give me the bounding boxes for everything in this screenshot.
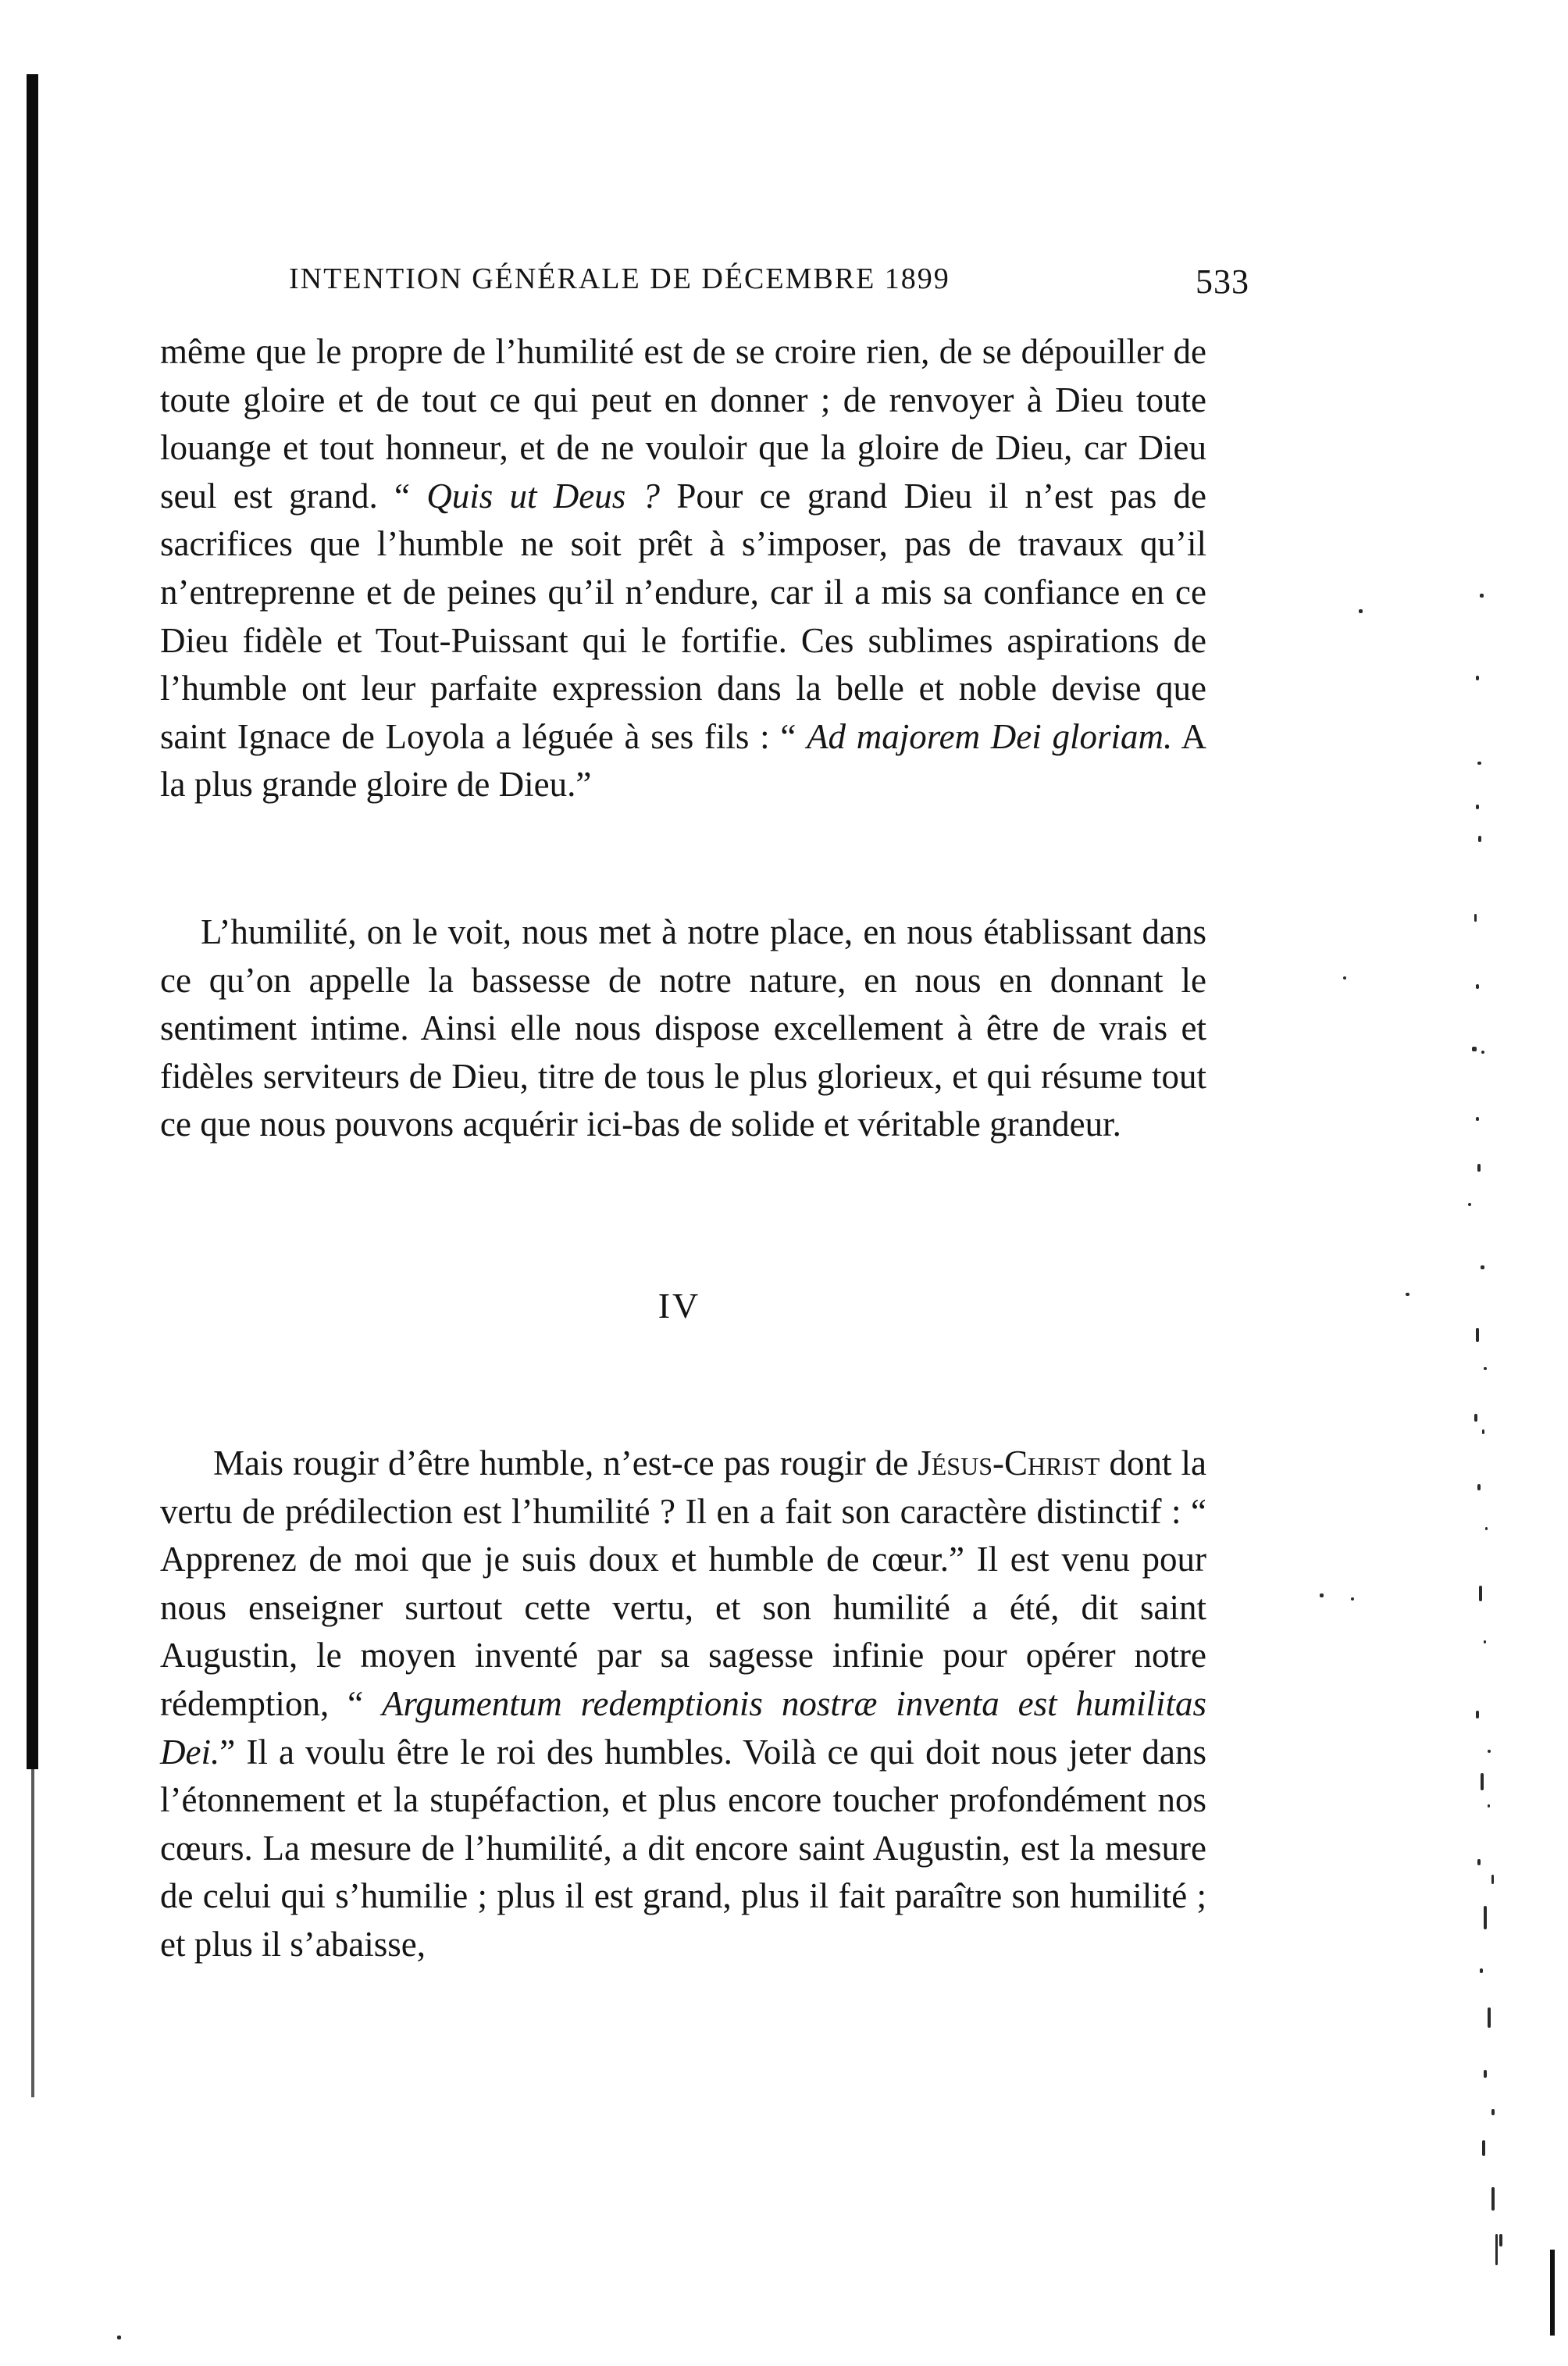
scan-speck: [1491, 1875, 1494, 1884]
paragraph-3: [160, 1440, 1206, 1969]
text-segment: Pour ce grand Dieu il n’est pas de sacrifices que l’humble ne soit prêt à s’imposer, pas de travaux qu’il n’entreprenne et de peines qu’il n’endure, car il a mis sa confiance en ce Dieu fidèle et Tout-Puissant qui le fortifie. Ces sublimes aspirations de l’humble ont leur parfaite expression dans la belle et noble devise que saint Ignace de Loyola a léguée à ses fils : “: [160, 476, 1207, 756]
scan-speck: [1484, 1367, 1487, 1370]
text-segment: Argumentum redemptionis nostræ inventa est humilitas Dei.: [160, 1683, 1207, 1772]
scan-speck: [1343, 976, 1346, 980]
text-segment: L’humilité, on le voit, nous met à notre place, en nous établissant dans ce qu’on appelle la bassesse de notre nature, en nous en donnant le sentiment intime. Ainsi elle nous dispose excellement à être de vrais et fidèles serviteurs de Dieu, titre de tous le plus glorieux, et qui résume tout ce que nous pouvons acquérir ici-bas de solide et véritable grandeur.: [160, 912, 1206, 1144]
scan-speck: [1482, 1429, 1484, 1434]
scan-speck: [1480, 594, 1484, 598]
scan-speck: [1351, 1597, 1354, 1601]
scan-speck: [1481, 1051, 1484, 1054]
text-segment: dont la vertu de prédilection est l’humilité ? Il en a fait son caractère distinctif : “ Apprenez de moi que je suis doux et humble de cœur.” Il est venu pour nous enseigner surtout cette vertu, et son humilité a été, dit saint Augustin, le moyen inventé par sa sagesse infinie pour opérer notre rédemption, “: [160, 1444, 1206, 1723]
scan-speck: [1477, 762, 1481, 765]
scan-speck: [1476, 984, 1479, 989]
text-segment: même que le propre de l’humilité est de se croire rien, de se dépouiller de toute gloire et de tout ce qui peut en donner ; de renvoyer à Dieu toute louange et tout honneur, et de ne vouloir que la gloire de Dieu, car Dieu seul est grand. “: [160, 332, 1206, 516]
page-number: 533: [1196, 262, 1249, 301]
scan-speck: [1488, 1750, 1491, 1753]
scan-speck: [1484, 1640, 1486, 1643]
running-title: INTENTION GÉNÉRALE DE DÉCEMBRE 1899: [289, 262, 950, 295]
scan-binding-edge-faint: [31, 1769, 34, 2097]
scan-speck: [1485, 1527, 1488, 1530]
scan-speck: [1472, 1047, 1477, 1051]
scan-speck: [1474, 914, 1477, 922]
text-segment: Mais rougir d’être humble, n’est-ce pas rougir de: [213, 1444, 918, 1483]
text-segment: Jésus-Christ: [918, 1444, 1100, 1483]
scan-speck: [1491, 2187, 1495, 2211]
paragraph-1: [160, 328, 1206, 809]
scan-speck: [1488, 1804, 1490, 1808]
scan-speck: [1495, 2234, 1498, 2265]
scan-speck: [1480, 1968, 1483, 1973]
scan-speck: [117, 2336, 121, 2339]
scan-speck: [1406, 1293, 1409, 1296]
scan-speck: [1488, 2007, 1491, 2028]
scan-speck: [1478, 836, 1481, 842]
scan-speck: [1482, 2140, 1485, 2156]
text-segment: Quis ut Deus ?: [426, 476, 661, 516]
scan-binding-edge: [27, 74, 38, 1769]
scan-speck: [1476, 676, 1479, 680]
scan-speck: [1484, 2070, 1487, 2078]
scan-speck: [1484, 1906, 1487, 1929]
scan-speck: [1474, 1414, 1477, 1422]
text-segment: ” Il a voulu être le roi des humbles. Voilà ce qui doit nous jeter dans l’étonnement et la stupéfaction, et plus encore toucher profondément nos cœurs. La mesure de l’humilité, a dit encore saint Augustin, est la mesure de celui qui s’humilie ; plus il est grand, plus il fait paraître son humilité ; et plus il s’abaisse,: [160, 1732, 1206, 1964]
scan-speck: [1359, 609, 1363, 613]
scan-speck: [1477, 1164, 1481, 1172]
text-segment: A la plus grande gloire de Dieu.”: [160, 716, 1206, 805]
running-header: [289, 262, 1249, 309]
scan-speck: [1476, 1117, 1479, 1121]
section-numeral: IV: [657, 1286, 701, 1326]
scan-speck: [1476, 1328, 1479, 1342]
scan-speck: [1476, 805, 1479, 809]
scan-right-edge-mark: [1550, 2250, 1555, 2336]
scan-speck: [1476, 1711, 1479, 1718]
scan-speck: [1468, 1203, 1471, 1206]
scan-speck: [1491, 2109, 1495, 2115]
scan-speck: [1499, 2234, 1502, 2246]
scan-speck: [1479, 1586, 1482, 1601]
scan-speck: [1477, 1484, 1481, 1490]
scan-speck: [1477, 1859, 1481, 1865]
scan-speck: [1481, 1265, 1484, 1269]
paragraph-2: [160, 908, 1206, 1149]
scan-speck: [1320, 1593, 1324, 1597]
scan-speck: [1481, 1773, 1484, 1790]
text-segment: Ad majorem Dei gloriam.: [807, 716, 1173, 756]
